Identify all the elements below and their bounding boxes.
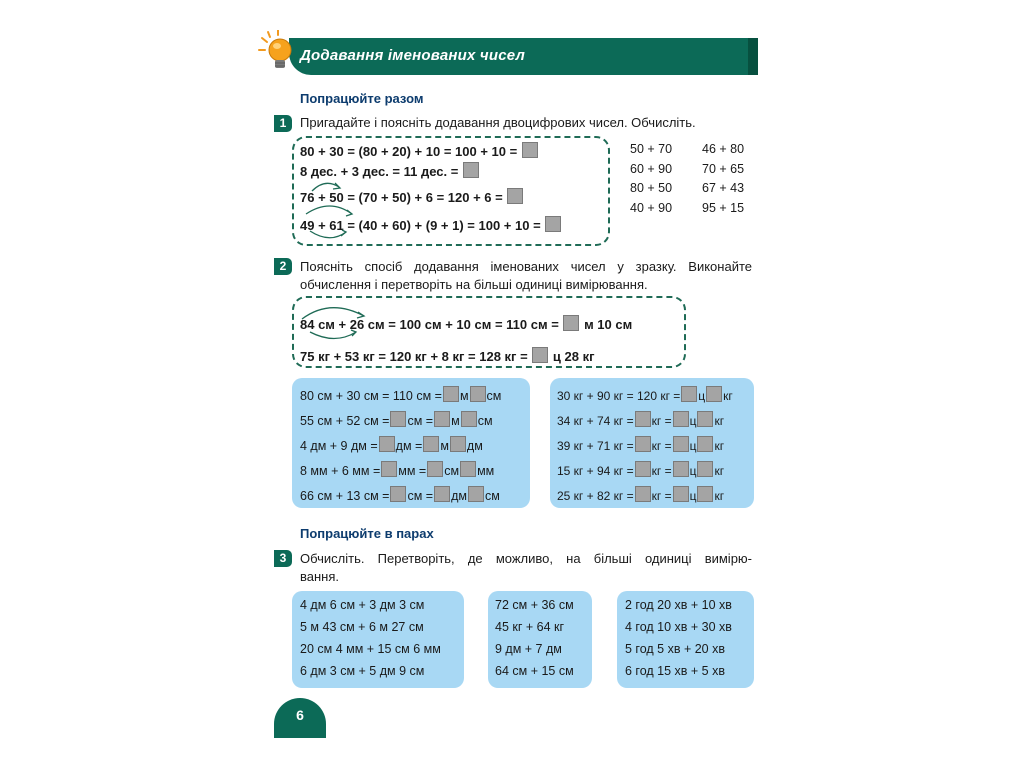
row-text: ц xyxy=(689,439,697,453)
row-text: кг = xyxy=(651,464,672,478)
answer-blank[interactable] xyxy=(390,411,406,427)
answer-blank[interactable] xyxy=(706,386,722,402)
answer-blank[interactable] xyxy=(427,461,443,477)
row-text: кг = xyxy=(651,414,672,428)
example-text: 80 + 30 = (80 + 20) + 10 = 100 + 10 = xyxy=(300,144,518,159)
exercise-row xyxy=(557,461,724,478)
row-text: 80 см + 30 см = 110 см = xyxy=(300,389,442,403)
answer-blank[interactable] xyxy=(681,386,697,402)
answer-blank[interactable] xyxy=(443,386,459,402)
answer-blank[interactable] xyxy=(434,411,450,427)
exercise: 9 дм + 7 дм xyxy=(495,642,562,656)
answer-blank[interactable] xyxy=(423,436,439,452)
task3-instruction-line2: вання. xyxy=(300,569,339,584)
exercise: 5 год 5 хв + 20 хв xyxy=(625,642,725,656)
answer-blank[interactable] xyxy=(461,411,477,427)
section-heading-pairs: Попрацюйте в парах xyxy=(300,526,434,541)
answer-blank[interactable] xyxy=(390,486,406,502)
task1-instruction: Пригадайте і поясніть додавання двоцифрових чисел. Обчисліть. xyxy=(300,115,696,130)
answer-blank[interactable] xyxy=(635,411,651,427)
exercise: 40 + 90 xyxy=(630,201,673,215)
answer-blank[interactable] xyxy=(697,436,713,452)
row-text: м xyxy=(440,439,449,453)
answer-blank[interactable] xyxy=(470,386,486,402)
section-heading-together: Попрацюйте разом xyxy=(300,91,424,106)
answer-blank[interactable] xyxy=(697,486,713,502)
task2-instruction-line2: обчислення і перетворіть на більші одиниці вимірювання. xyxy=(300,277,648,292)
answer-blank[interactable] xyxy=(532,347,548,363)
answer-blank[interactable] xyxy=(635,436,651,452)
task2-example-1 xyxy=(300,315,632,332)
exercise: 67 + 43 xyxy=(702,181,745,195)
exercise-row xyxy=(300,411,493,428)
answer-blank[interactable] xyxy=(460,461,476,477)
row-text: м xyxy=(451,414,460,428)
answer-blank[interactable] xyxy=(468,486,484,502)
row-text: кг = xyxy=(651,489,672,503)
row-text: дм xyxy=(466,439,483,453)
answer-blank[interactable] xyxy=(379,436,395,452)
exercise: 45 кг + 64 кг xyxy=(495,620,565,634)
task-number-badge: 3 xyxy=(274,550,292,567)
row-text: кг xyxy=(714,439,725,453)
row-text: 8 мм + 6 мм = xyxy=(300,464,381,478)
row-text: кг xyxy=(723,389,733,403)
example-text: ц 28 кг xyxy=(552,349,595,364)
answer-blank[interactable] xyxy=(673,436,689,452)
answer-blank[interactable] xyxy=(434,486,450,502)
task-number-badge: 1 xyxy=(274,115,292,132)
row-text: дм xyxy=(451,489,467,503)
row-text: 66 см + 13 см = xyxy=(300,489,390,503)
page-title: Додавання іменованих чисел xyxy=(300,47,526,64)
exercise: 70 + 65 xyxy=(702,162,745,176)
exercise: 80 + 50 xyxy=(630,181,673,195)
row-text: 55 см + 52 см = xyxy=(300,414,390,428)
answer-blank[interactable] xyxy=(563,315,579,331)
answer-blank[interactable] xyxy=(635,461,651,477)
row-text: ц xyxy=(689,464,697,478)
answer-blank[interactable] xyxy=(673,411,689,427)
row-text: см xyxy=(444,464,460,478)
task3-instruction-line1: Обчисліть. Перетворіть, де можливо, на більші одиниці вимірю- xyxy=(300,551,752,566)
task-number-badge: 2 xyxy=(274,258,292,275)
exercise: 72 см + 36 см xyxy=(495,598,574,612)
task2-instruction-line1: Поясніть спосіб додавання іменованих чисел у зразку. Виконайте xyxy=(300,259,752,274)
answer-blank[interactable] xyxy=(635,486,651,502)
row-text: 30 кг + 90 кг = 120 кг = xyxy=(557,389,681,403)
exercise: 64 см + 15 см xyxy=(495,664,574,678)
row-text: кг xyxy=(714,464,725,478)
example-text: 84 см + 26 см = 100 см + 10 см = 110 см = xyxy=(300,317,559,332)
row-text: 34 кг + 74 кг = xyxy=(557,414,634,428)
answer-blank[interactable] xyxy=(673,461,689,477)
row-text: см xyxy=(484,489,500,503)
row-text: дм = xyxy=(395,439,423,453)
row-text: ц xyxy=(689,489,697,503)
answer-blank[interactable] xyxy=(697,461,713,477)
task2-example-2 xyxy=(300,347,595,364)
answer-blank[interactable] xyxy=(381,461,397,477)
answer-blank[interactable] xyxy=(697,411,713,427)
exercise-row xyxy=(557,386,733,403)
row-text: 15 кг + 94 кг = xyxy=(557,464,634,478)
exercise-row xyxy=(557,436,724,453)
row-text: м xyxy=(459,389,469,403)
row-text: 39 кг + 71 кг = xyxy=(557,439,634,453)
exercise-row xyxy=(300,461,494,478)
row-text: см = xyxy=(407,414,434,428)
row-text: кг xyxy=(714,489,725,503)
exercise-row xyxy=(300,436,483,453)
exercise: 4 дм 6 см + 3 дм 3 см xyxy=(300,598,425,612)
row-text: мм = xyxy=(398,464,427,478)
row-text: см xyxy=(486,389,502,403)
exercise: 46 + 80 xyxy=(702,142,745,156)
row-text: ц xyxy=(698,389,706,403)
exercise-row xyxy=(557,486,724,503)
answer-blank[interactable] xyxy=(450,436,466,452)
example-text: 49 + 61 = (40 + 60) + (9 + 1) = 100 + 10 = xyxy=(300,218,541,233)
exercise: 60 + 90 xyxy=(630,162,673,176)
exercise-row xyxy=(300,486,500,503)
row-text: кг xyxy=(714,414,725,428)
row-text: 4 дм + 9 дм = xyxy=(300,439,378,453)
example-text: м 10 см xyxy=(584,317,633,332)
exercise: 2 год 20 хв + 10 хв xyxy=(625,598,732,612)
exercise: 95 + 15 xyxy=(702,201,745,215)
row-text: кг = xyxy=(651,439,672,453)
exercise: 6 дм 3 см + 5 дм 9 см xyxy=(300,664,425,678)
row-text: ц xyxy=(689,414,697,428)
row-text: 25 кг + 82 кг = xyxy=(557,489,634,503)
example-text: 75 кг + 53 кг = 120 кг + 8 кг = 128 кг = xyxy=(300,349,528,364)
exercise: 4 год 10 хв + 30 хв xyxy=(625,620,732,634)
exercise-row xyxy=(300,386,501,403)
row-text: мм xyxy=(477,464,495,478)
exercise: 20 см 4 мм + 15 см 6 мм xyxy=(300,642,441,656)
page-number: 6 xyxy=(296,707,304,723)
answer-blank[interactable] xyxy=(673,486,689,502)
row-text: см = xyxy=(407,489,434,503)
exercise: 5 м 43 см + 6 м 27 см xyxy=(300,620,424,634)
exercise-row xyxy=(557,411,724,428)
exercise: 6 год 15 хв + 5 хв xyxy=(625,664,725,678)
row-text: см xyxy=(477,414,493,428)
example-text: 76 + 50 = (70 + 50) + 6 = 120 + 6 = xyxy=(300,190,503,205)
exercise: 50 + 70 xyxy=(630,142,673,156)
example-text: 8 дес. + 3 дес. = 11 дес. = xyxy=(300,164,459,179)
